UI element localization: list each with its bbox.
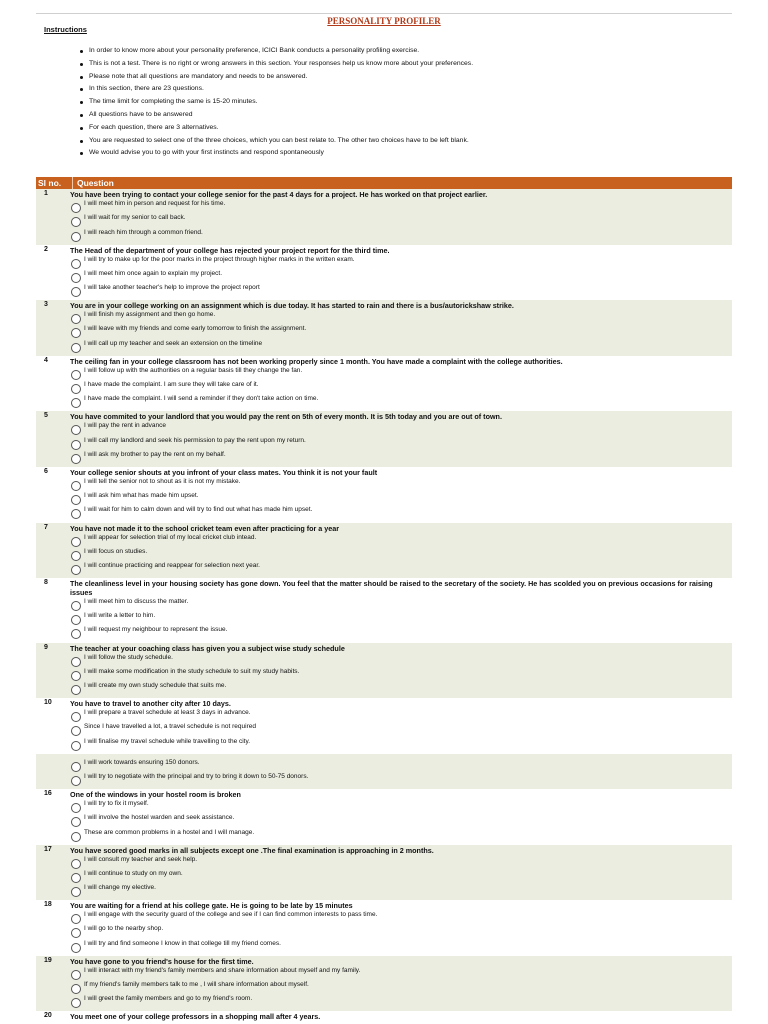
column-header-number: Sl no. — [36, 177, 73, 189]
question-number: 5 — [44, 412, 48, 420]
answer-option[interactable] — [70, 366, 732, 380]
radio-button[interactable] — [71, 217, 81, 227]
question-number: 3 — [44, 301, 48, 309]
instruction-item: This is not a test. There is no right or wrong answers in this section. Your responses help us know more about your preferences. — [89, 58, 732, 71]
question-row — [36, 467, 732, 523]
answer-option[interactable] — [70, 269, 732, 283]
question-text: You have not made it to the school cricket team even after practicing for a year — [70, 523, 340, 533]
option-label: I will involve the hostel warden and seek assistance. — [84, 814, 235, 822]
radio-button[interactable] — [71, 887, 81, 897]
option-label: I will make some modification in the study schedule to suit my study habits. — [84, 667, 300, 675]
radio-button[interactable] — [71, 232, 81, 242]
instruction-item: For each question, there are 3 alternatives. — [89, 122, 732, 135]
answer-option[interactable] — [70, 667, 732, 681]
radio-button[interactable] — [71, 425, 81, 435]
radio-button[interactable] — [71, 273, 81, 283]
option-label: I will create my own study schedule that suits me. — [84, 682, 227, 690]
answer-option[interactable] — [70, 255, 732, 269]
answer-option[interactable] — [70, 450, 732, 464]
option-label: I will greet the family members and go to my friend's room. — [84, 995, 253, 1003]
option-label: Since I have travelled a lot, a travel schedule is not required — [84, 723, 256, 731]
answer-option[interactable] — [70, 547, 732, 561]
instruction-item: We would advise you to go with your first instincts and respond spontaneously — [89, 147, 732, 160]
question-text: You have been trying to contact your college senior for the past 4 days for a project. He has worked on that project earlier. — [70, 190, 488, 200]
radio-button[interactable] — [71, 685, 81, 695]
question-number: 6 — [44, 467, 48, 475]
question-text: You are waiting for a friend at his college gate. He is going to be late by 15 minutes — [70, 901, 353, 911]
radio-button[interactable] — [71, 928, 81, 938]
option-label: I will focus on studies. — [84, 547, 148, 555]
question-number: 17 — [44, 845, 52, 853]
question-text: The teacher at your coaching class has given you a subject wise study schedule — [70, 643, 345, 653]
answer-option[interactable] — [70, 910, 732, 924]
question-text: You have to travel to another city after 10 days. — [70, 699, 231, 709]
option-label: I will consult my teacher and seek help. — [84, 855, 198, 863]
question-number: 19 — [44, 956, 52, 964]
question-number — [36, 754, 70, 789]
answer-option[interactable] — [70, 966, 732, 980]
question-text: You have commited to your landlord that you would pay the rent on 5th of every month. It is 5th today and you are out of town. — [70, 412, 502, 422]
question-row — [36, 189, 732, 245]
option-label: I will continue practicing and reappear for selection next year. — [84, 561, 260, 569]
option-label: I will finish my assignment and then go home. — [84, 311, 216, 319]
option-label: I will go to the nearby shop. — [84, 925, 164, 933]
option-label: I will try and find someone I know in that college till my friend comes. — [84, 939, 281, 947]
question-row — [36, 411, 732, 467]
question-text: Your college senior shouts at you infront of your class mates. You think it is not your fault — [70, 467, 378, 477]
radio-button[interactable] — [71, 817, 81, 827]
answer-option[interactable] — [70, 324, 732, 338]
radio-button[interactable] — [71, 314, 81, 324]
instruction-item: In order to know more about your personality preference, ICICI Bank conducts a personality profiling exercise. — [89, 45, 732, 58]
question-number: 8 — [44, 579, 48, 587]
answer-option[interactable] — [70, 737, 732, 751]
answer-option[interactable] — [70, 533, 732, 547]
answer-option[interactable] — [70, 561, 732, 575]
option-label: I have made the complaint. I will send a reminder if they don't take action on time. — [84, 395, 319, 403]
radio-button[interactable] — [71, 984, 81, 994]
radio-button[interactable] — [71, 726, 81, 736]
option-label: I will engage with the security guard of the college and see if I can find common interests to pass time. — [84, 911, 378, 919]
question-row — [36, 900, 732, 956]
answer-option[interactable] — [70, 939, 732, 953]
radio-button[interactable] — [71, 615, 81, 625]
question-text: One of the windows in your hostel room is broken — [70, 790, 241, 800]
radio-button[interactable] — [71, 762, 81, 772]
radio-button[interactable] — [71, 384, 81, 394]
option-label: I will call my landlord and seek his permission to pay the rent upon my return. — [84, 436, 306, 444]
question-row — [36, 245, 732, 301]
instructions-list — [36, 45, 732, 160]
radio-button[interactable] — [71, 776, 81, 786]
profiler-page — [36, 14, 732, 1024]
page-title: PERSONALITY PROFILER — [327, 16, 441, 26]
question-number: 20 — [44, 1012, 52, 1020]
answer-option[interactable] — [70, 722, 732, 736]
option-label: I will wait for my senior to call back. — [84, 214, 186, 222]
radio-button[interactable] — [71, 803, 81, 813]
answer-option[interactable] — [70, 436, 732, 450]
option-label: I will tell the senior not to shout as it is not my mistake. — [84, 477, 241, 485]
answer-option[interactable] — [70, 813, 732, 827]
question-row — [36, 523, 732, 579]
radio-button[interactable] — [71, 601, 81, 611]
answer-option[interactable] — [70, 799, 732, 813]
answer-option[interactable] — [70, 869, 732, 883]
instructions-heading: Instructions — [44, 25, 87, 34]
question-number: 16 — [44, 790, 52, 798]
answer-option[interactable] — [70, 477, 732, 491]
radio-button[interactable] — [71, 370, 81, 380]
radio-button[interactable] — [71, 671, 81, 681]
answer-option[interactable] — [70, 213, 732, 227]
radio-button[interactable] — [71, 259, 81, 269]
instruction-item: You are requested to select one of the three choices, which you can best relate to. The other two choices have to be left blank. — [89, 135, 732, 148]
question-number: 9 — [44, 643, 48, 651]
option-label: I will call up my teacher and seek an extension on the timeline — [84, 339, 263, 347]
answer-option[interactable] — [70, 758, 732, 772]
radio-button[interactable] — [71, 629, 81, 639]
question-row — [36, 1011, 732, 1024]
answer-option[interactable] — [70, 394, 732, 408]
radio-button[interactable] — [71, 537, 81, 547]
answer-option[interactable] — [70, 828, 732, 842]
question-row — [36, 789, 732, 845]
answer-option[interactable] — [70, 924, 732, 938]
option-label: These are common problems in a hostel and I will manage. — [84, 828, 255, 836]
question-number: 4 — [44, 356, 48, 364]
answer-option[interactable] — [70, 380, 732, 394]
instruction-item: The time limit for completing the same is 15-20 minutes. — [89, 96, 732, 109]
option-label: I will try to fix it myself. — [84, 800, 149, 808]
question-row — [36, 956, 732, 1012]
option-label: I will ask him what has made him upset. — [84, 492, 199, 500]
option-label: I will take another teacher's help to improve the project report — [84, 284, 260, 292]
option-label: I will try to negotiate with the principal and try to bring it down to 50-75 donors. — [84, 772, 309, 780]
option-label: If my friend's family members talk to me , I will share information about myself. — [84, 981, 309, 989]
radio-button[interactable] — [71, 203, 81, 213]
radio-button[interactable] — [71, 343, 81, 353]
question-list — [36, 189, 732, 1024]
question-text: The Head of the department of your college has rejected your project report for the third time. — [70, 245, 390, 255]
question-text: You have gone to you friend's house for the first time. — [70, 956, 254, 966]
option-label: I will write a letter to him. — [84, 612, 156, 620]
answer-option[interactable] — [70, 228, 732, 242]
radio-button[interactable] — [71, 741, 81, 751]
option-label: I will interact with my friend's family members and share information about myself and my family. — [84, 966, 361, 974]
question-number: 1 — [44, 190, 48, 198]
radio-button[interactable] — [71, 398, 81, 408]
instruction-item: All questions have to be answered — [89, 109, 732, 122]
option-label: I will follow the study schedule. — [84, 653, 173, 661]
option-label: I will meet him in person and request for his time. — [84, 200, 226, 208]
option-label: I will finalise my travel schedule while travelling to the city. — [84, 737, 251, 745]
option-label: I will reach him through a common friend. — [84, 228, 203, 236]
answer-option[interactable] — [70, 708, 732, 722]
answer-option[interactable] — [70, 597, 732, 611]
option-label: I will prepare a travel schedule at least 3 days in advance. — [84, 709, 251, 717]
answer-option[interactable] — [70, 980, 732, 994]
radio-button[interactable] — [71, 943, 81, 953]
option-label: I will follow up with the authorities on a regular basis till they change the fan. — [84, 366, 303, 374]
question-number: 7 — [44, 523, 48, 531]
answer-option[interactable] — [70, 491, 732, 505]
answer-option[interactable] — [70, 625, 732, 639]
answer-option[interactable] — [70, 855, 732, 869]
option-label: I will change my elective. — [84, 884, 156, 892]
radio-button[interactable] — [71, 495, 81, 505]
answer-option[interactable] — [70, 199, 732, 213]
answer-option[interactable] — [70, 883, 732, 897]
radio-button[interactable] — [71, 832, 81, 842]
radio-button[interactable] — [71, 998, 81, 1008]
radio-button[interactable] — [71, 914, 81, 924]
answer-option[interactable] — [70, 421, 732, 435]
radio-button[interactable] — [71, 551, 81, 561]
option-label: I will appear for selection trial of my local cricket club intead. — [84, 533, 257, 541]
question-row — [36, 845, 732, 901]
answer-option[interactable] — [70, 611, 732, 625]
radio-button[interactable] — [71, 712, 81, 722]
question-text: You meet one of your college professors in a shopping mall after 4 years. — [70, 1012, 321, 1022]
question-text: The ceiling fan in your college classroom has not been working properly since 1 month. You have made a complaint with the college authorities. — [70, 356, 563, 366]
option-label: I will try to make up for the poor marks in the project through higher marks in the written exam. — [84, 255, 355, 263]
radio-button[interactable] — [71, 859, 81, 869]
answer-option[interactable] — [70, 994, 732, 1008]
radio-button[interactable] — [71, 509, 81, 519]
radio-button[interactable] — [71, 287, 81, 297]
column-header-question: Question — [77, 178, 114, 189]
answer-option[interactable] — [70, 339, 732, 353]
option-label: I will ask my brother to pay the rent on my behalf. — [84, 450, 226, 458]
option-label: I will continue to study on my own. — [84, 869, 183, 877]
question-row — [36, 356, 732, 412]
radio-button[interactable] — [71, 873, 81, 883]
instruction-item: Please note that all questions are mandatory and needs to be answered. — [89, 71, 732, 84]
instruction-item: In this section, there are 23 questions. — [89, 83, 732, 96]
question-row — [36, 698, 732, 754]
option-label: I will leave with my friends and come early tomorrow to finish the assignment. — [84, 325, 307, 333]
option-label: I have made the complaint. I am sure they will take care of it. — [84, 381, 259, 389]
answer-option[interactable] — [70, 681, 732, 695]
question-text: The cleanliness level in your housing society has gone down. You feel that the matter should be raised to the secretary of the society. He has scolded you on previous occasions for raising issues — [70, 579, 713, 598]
question-row — [36, 643, 732, 699]
option-label: I will request my neighbour to represent the issue. — [84, 626, 228, 634]
question-text: You are in your college working on an assignment which is due today. It has started to rain and there is a bus/autorickshaw strike. — [70, 301, 514, 311]
radio-button[interactable] — [71, 657, 81, 667]
option-label: I will meet him once again to explain my project. — [84, 269, 223, 277]
table-header — [36, 177, 732, 189]
question-row — [36, 578, 732, 643]
option-label: I will meet him to discuss the matter. — [84, 598, 189, 606]
radio-button[interactable] — [71, 481, 81, 491]
question-text: You have scored good marks in all subjects except one .The final examination is approaching in 2 months. — [70, 845, 434, 855]
radio-button[interactable] — [71, 970, 81, 980]
option-label: I will wait for him to calm down and will try to find out what has made him upset. — [84, 506, 313, 514]
option-label: I will work towards ensuring 150 donors. — [84, 758, 200, 766]
question-number: 18 — [44, 901, 52, 909]
answer-option[interactable] — [70, 653, 732, 667]
question-number: 10 — [44, 699, 52, 707]
radio-button[interactable] — [71, 440, 81, 450]
answer-option[interactable] — [70, 310, 732, 324]
question-row — [36, 300, 732, 356]
radio-button[interactable] — [71, 565, 81, 575]
answer-option[interactable] — [70, 505, 732, 519]
radio-button[interactable] — [71, 454, 81, 464]
answer-option[interactable] — [70, 772, 732, 786]
question-number: 2 — [44, 245, 48, 253]
answer-option[interactable] — [70, 283, 732, 297]
option-label: I will pay the rent in advance — [84, 422, 167, 430]
question-row-partial — [36, 754, 732, 789]
radio-button[interactable] — [71, 328, 81, 338]
